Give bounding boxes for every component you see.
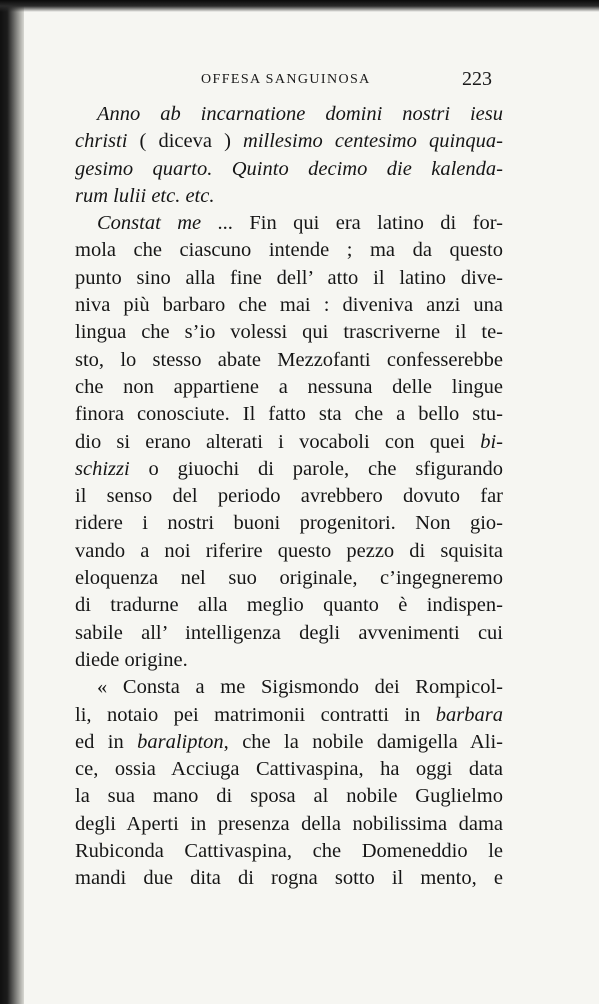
text-line bbox=[75, 674, 503, 701]
text-line bbox=[75, 347, 503, 374]
text-line bbox=[75, 429, 503, 456]
roman-text: ... Fin qui era latino di for- bbox=[201, 212, 503, 235]
body-text bbox=[75, 101, 503, 893]
text-line bbox=[75, 156, 503, 183]
page-header bbox=[0, 68, 599, 98]
roman-text: sto, lo stesso abate Mezzofanti confesserebbe bbox=[75, 348, 503, 371]
text-line bbox=[75, 183, 503, 210]
roman-text: , che la nobile damigella Ali- bbox=[223, 730, 503, 753]
text-line bbox=[75, 811, 503, 838]
roman-text: la sua mano di sposa al nobile Guglielmo bbox=[75, 785, 503, 808]
text-line bbox=[75, 237, 503, 264]
roman-text: diede origine. bbox=[75, 648, 188, 671]
text-line bbox=[75, 729, 503, 756]
text-line bbox=[75, 838, 503, 865]
italic-text: Constat me bbox=[97, 212, 202, 235]
italic-text: millesimo centesimo quinqua- bbox=[243, 130, 503, 153]
text-line bbox=[75, 374, 503, 401]
text-line bbox=[75, 783, 503, 810]
roman-text: che non appartiene a nessuna delle lingue bbox=[75, 375, 503, 398]
roman-text: ( diceva ) bbox=[127, 130, 244, 153]
roman-text: punto sino alla fine dell’ atto il latino dive- bbox=[75, 266, 503, 289]
text-line bbox=[75, 128, 503, 155]
text-line bbox=[75, 401, 503, 428]
roman-text: vando a noi riferire questo pezzo di squisita bbox=[75, 539, 503, 562]
running-title: OFFESA SANGUINOSA bbox=[201, 72, 371, 87]
text-line bbox=[75, 483, 503, 510]
roman-text: lingua che s’io volessi qui trascriverne il te- bbox=[75, 321, 503, 344]
roman-text: di tradurne alla meglio quanto è indispen- bbox=[75, 594, 503, 617]
roman-text: o giuochi di parole, che sfigurando bbox=[129, 457, 503, 480]
roman-text: sabile all’ intelligenza degli avvenimenti cui bbox=[75, 621, 503, 644]
roman-text: niva più barbaro che mai : diveniva anzi una bbox=[75, 294, 503, 317]
text-line bbox=[75, 865, 503, 892]
roman-text: ed in bbox=[75, 730, 138, 753]
roman-text: il senso del periodo avrebbero dovuto far bbox=[75, 485, 503, 508]
page-number: 223 bbox=[462, 68, 492, 90]
text-line bbox=[75, 647, 503, 674]
roman-text: mola che ciascuno intende ; ma da questo bbox=[75, 239, 503, 262]
roman-text: degli Aperti in presenza della nobilissima dama bbox=[75, 812, 503, 835]
roman-text: mandi due dita di rogna sotto il mento, e bbox=[75, 867, 503, 890]
roman-text: « Consta a me Sigismondo dei Rompicol- bbox=[97, 676, 503, 699]
text-line bbox=[75, 620, 503, 647]
italic-text: schizzi bbox=[75, 457, 130, 480]
text-line bbox=[75, 510, 503, 537]
italic-text: rum lulii etc. etc. bbox=[75, 184, 215, 207]
italic-text: baralipton bbox=[137, 730, 224, 753]
text-line bbox=[75, 565, 503, 592]
italic-text: bi- bbox=[480, 430, 503, 453]
roman-text: Rubiconda Cattivaspina, che Domeneddio le bbox=[75, 840, 503, 863]
text-line bbox=[75, 210, 503, 237]
spine-shadow bbox=[0, 0, 24, 1004]
roman-text: ce, ossia Acciuga Cattivaspina, ha oggi data bbox=[75, 758, 503, 781]
text-line bbox=[75, 456, 503, 483]
roman-text: ridere i nostri buoni progenitori. Non gio- bbox=[75, 512, 503, 535]
text-line bbox=[75, 702, 503, 729]
text-line bbox=[75, 292, 503, 319]
text-line bbox=[75, 101, 503, 128]
text-line bbox=[75, 319, 503, 346]
text-line bbox=[75, 538, 503, 565]
italic-text: barbara bbox=[435, 703, 503, 726]
roman-text: eloquenza nel suo originale, c’ingegneremo bbox=[75, 567, 503, 590]
top-edge-shadow bbox=[0, 0, 599, 12]
text-line bbox=[75, 592, 503, 619]
italic-text: christi bbox=[75, 130, 128, 153]
italic-text: gesimo quarto. Quinto decimo die kalenda- bbox=[75, 157, 503, 180]
text-line bbox=[75, 265, 503, 292]
roman-text: li, notaio pei matrimonii contratti in bbox=[75, 703, 436, 726]
roman-text: dio si erano alterati i vocaboli con quei bbox=[75, 430, 481, 453]
roman-text: finora conosciute. Il fatto sta che a bello stu- bbox=[75, 403, 503, 426]
italic-text: Anno ab incarnatione domini nostri iesu bbox=[97, 103, 503, 125]
text-line bbox=[75, 756, 503, 783]
